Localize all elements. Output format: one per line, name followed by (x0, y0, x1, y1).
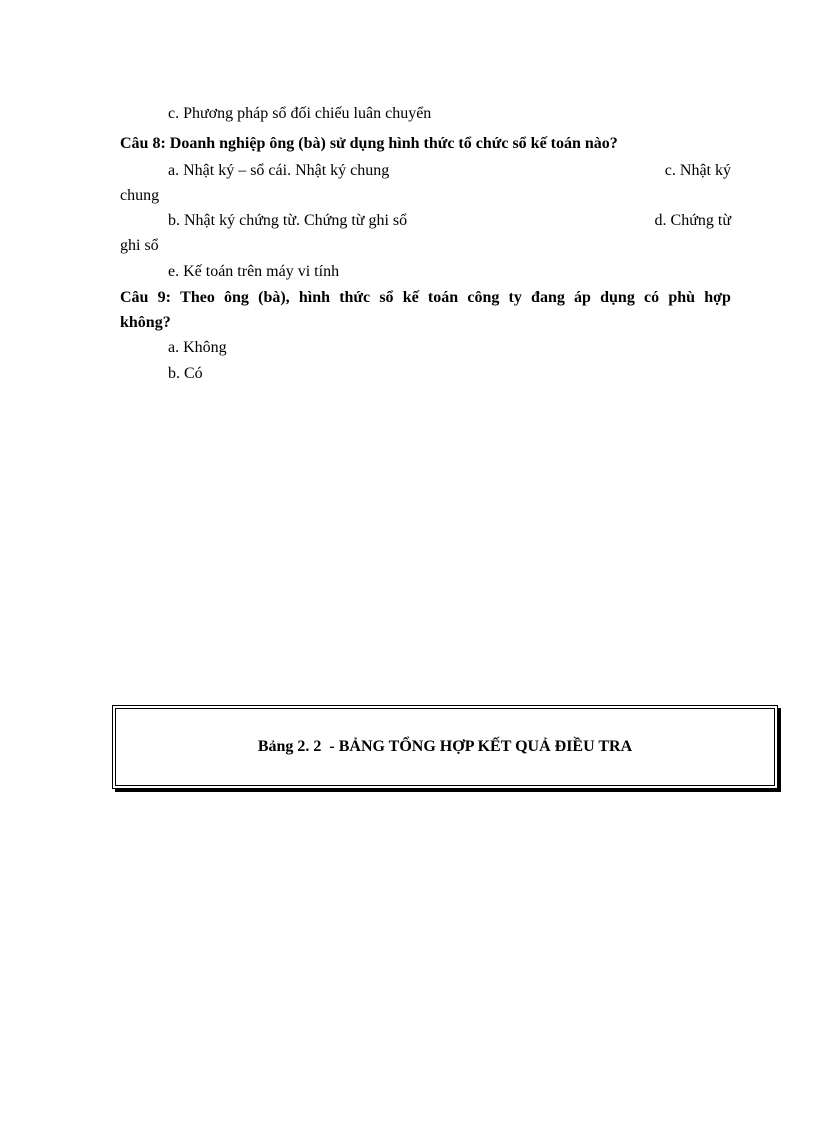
q9-word: Câu (120, 289, 149, 306)
q9-word: đang (531, 289, 565, 306)
q9-word: phù (668, 289, 696, 306)
q9-word: 9: (157, 289, 171, 306)
table-caption-box (112, 705, 778, 789)
q8-option-b: b. Nhật ký chứng từ. Chứng từ ghi sổ (168, 212, 408, 229)
q9-word: có (644, 289, 660, 306)
q9-option-b: b. Có (168, 365, 203, 382)
q8-row-a-c (168, 161, 731, 181)
q9-word: ty (508, 289, 522, 306)
q9-word: toán (427, 289, 459, 306)
q9-question-line2: không? (120, 314, 171, 331)
q8-option-c: c. Nhật ký (664, 162, 731, 179)
q8-option-d: d. Chứng từ (654, 212, 731, 229)
q9-word: thức (339, 289, 371, 306)
q9-word: áp (574, 289, 591, 306)
q9-word: ông (224, 289, 249, 306)
q9-word: hợp (704, 289, 731, 306)
q8-row-b-d (168, 211, 731, 231)
q9-word: công (467, 289, 500, 306)
q9-word: sổ (379, 289, 394, 306)
q8-option-a: a. Nhật ký – sổ cái. Nhật ký chung (168, 162, 390, 179)
q8-option-c-cont: chung (120, 187, 160, 204)
q9-word: dụng (600, 289, 635, 306)
q9-word: hình (298, 289, 330, 306)
q9-option-a: a. Không (168, 339, 227, 356)
q9-word: kế (402, 289, 419, 306)
q8-option-e: e. Kế toán trên máy vi tính (168, 263, 340, 280)
table-caption-frame (115, 708, 775, 786)
q9-question-line1 (120, 288, 731, 308)
table-caption: Bảng 2. 2 - BẢNG TỔNG HỢP KẾT QUẢ ĐIỀU TRA (257, 738, 633, 755)
q8-question: Câu 8: Doanh nghiệp ông (bà) sử dụng hình thức tổ chức sổ kế toán nào? (120, 135, 618, 152)
q9-word: Theo (180, 289, 215, 306)
q9-word: (bà), (258, 289, 290, 306)
q8-option-d-cont: ghi sổ (120, 237, 159, 254)
q7-option-c: c. Phương pháp sổ đối chiếu luân chuyển (168, 105, 432, 122)
